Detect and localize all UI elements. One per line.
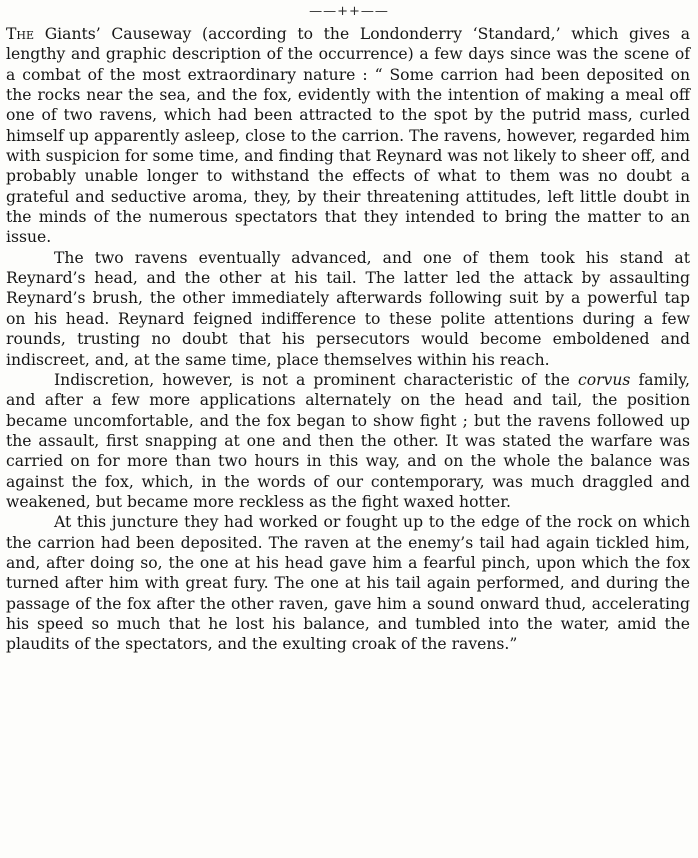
italic-term: corvus — [577, 370, 631, 389]
paragraph-3-text-after: family, and after a few more applications alternately on the head and tail, the position became uncomfortable, and the fox began to show fight ; but the ravens followed up the assault, first snapping at one and then the other. It was stated the warfare was carried on for more than two hours in this way, and on the whole the balance was against the fox, which, in the words of our contemporary, was much draggled and weakened, but became more reckless as the fight waxed hotter. — [6, 370, 691, 511]
paragraph-3 — [6, 370, 690, 512]
paragraph-2: The two ravens eventually advanced, and one of them took his stand at Reynard’s head, and the other at his tail. The latter led the attack by assaulting Reynard’s brush, the other immediately afterwards following suit by a powerful tap on his head. Reynard feigned indifference to these polite attentions during a few rounds, trusting no doubt that his persecutors would become emboldened and indiscreet, and, at the same time, place themselves within his reach. — [6, 248, 690, 369]
paragraph-1-text: Giants’ Causeway (according to the Londonderry ‘Standard,’ which gives a lengthy and graphic description of the occurrence) a few days since was the scene of a combat of the most extraordinary nature : “ Some carrion had been deposited on the rocks near the sea, and the fox, evidently with the intention of making a meal off one of two ravens, which had been attracted to the spot by the putrid mass, curled himself up apparently asleep, close to the carrion. The ravens, however, regarded him with suspicion for some time, and finding that Reynard was not likely to sheer off, and probably unable longer to withstand the effects of what to them was no doubt a grateful and seductive aroma, they, by their threatening attitudes, left little doubt in the minds of the numerous spectators that they intended to bring the matter to an issue. — [6, 25, 690, 247]
paragraph-1 — [6, 24, 690, 248]
lead-word: The — [6, 25, 35, 43]
section-divider-ornament: ——++—— — [309, 4, 389, 19]
paragraph-4: At this juncture they had worked or fought up to the edge of the rock on which the carrion had been deposited. The raven at the enemy’s tail had again tickled him, and, after doing so, the one at his head gave him a fearful pinch, upon which the fox turned after him with great fury. The one at his tail again performed, and during the passage of the fox after the other raven, gave him a sound onward thud, accelerating his speed so much that he lost his balance, and tumbled into the water, amid the plaudits of the spectators, and the exulting croak of the ravens.” — [6, 513, 690, 654]
paragraph-3-text-before: Indiscretion, however, is not a prominent characteristic of the — [54, 370, 578, 389]
article-body — [6, 24, 690, 655]
